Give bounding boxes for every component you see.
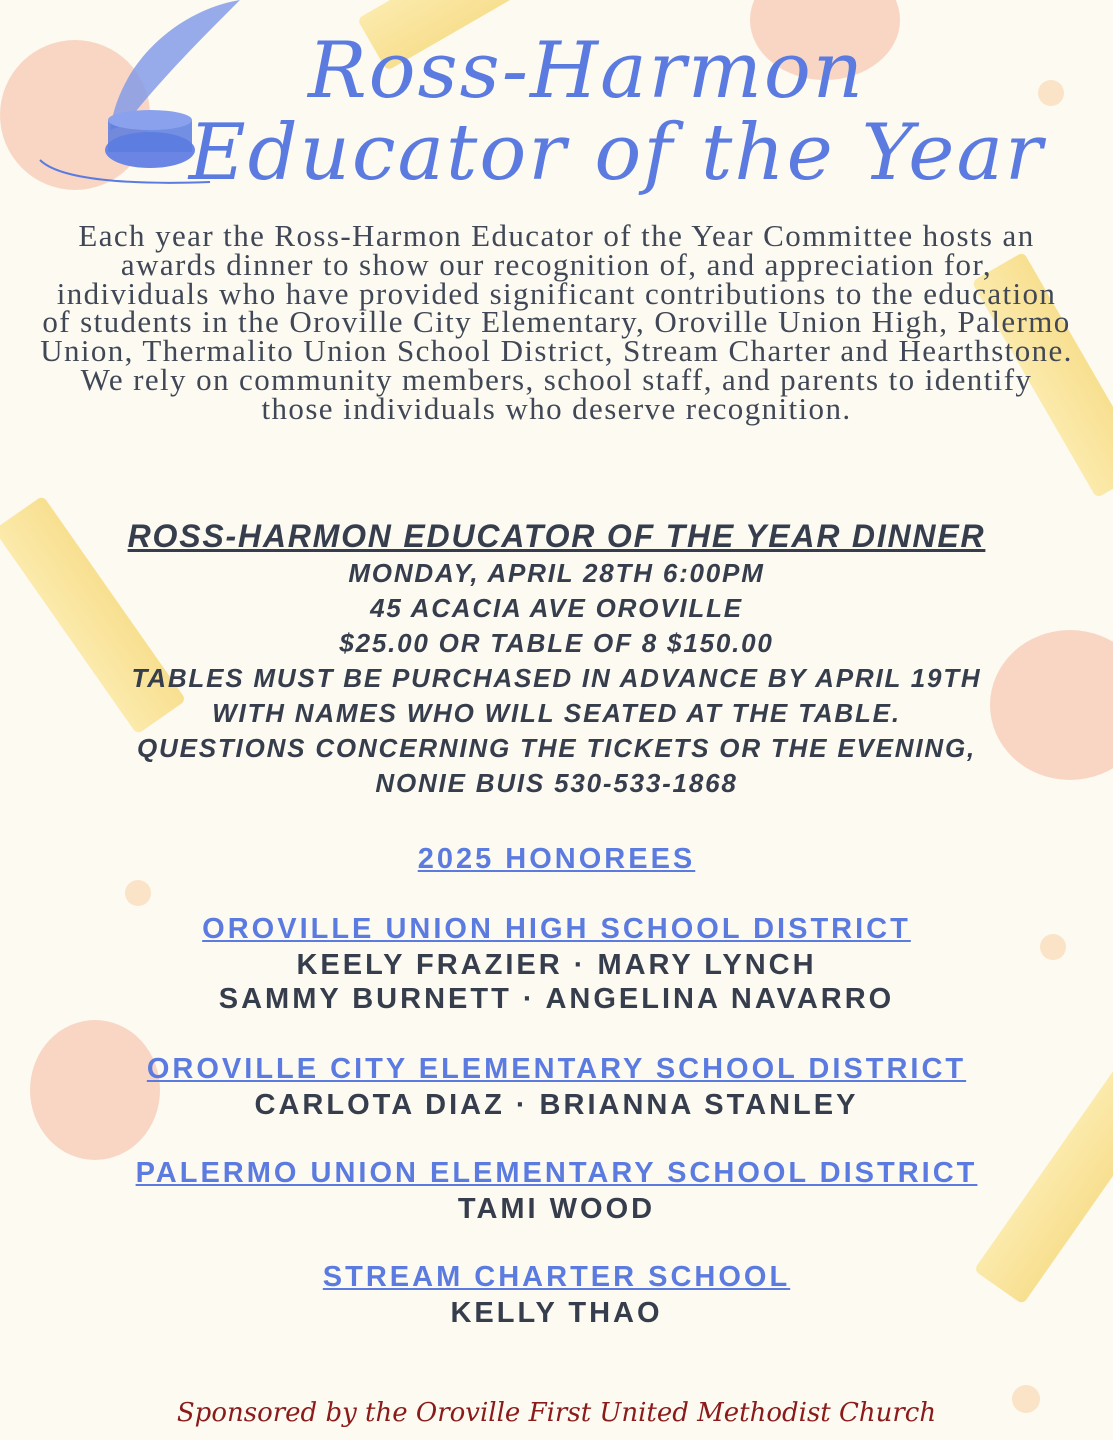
honorees-heading: 2025 HONOREES [417,843,696,875]
honoree-names: SAMMY BURNETT · ANGELINA NAVARRO [218,983,895,1015]
dinner-line: WITH NAMES WHO WILL SEATED AT THE TABLE. [212,698,901,728]
dinner-line: NONIE BUIS 530-533-1868 [375,768,738,798]
district-heading: PALERMO UNION ELEMENTARY SCHOOL DISTRICT [135,1157,978,1189]
dinner-heading: ROSS-HARMON EDUCATOR OF THE YEAR DINNER [127,518,986,554]
honoree-names: TAMI WOOD [457,1193,656,1225]
dinner-line: TABLES MUST BE PURCHASED IN ADVANCE BY APRIL 19TH [131,663,982,693]
title-line-1: Ross-Harmon [307,26,866,116]
honoree-names: KELLY THAO [450,1297,663,1329]
district-heading: STREAM CHARTER SCHOOL [322,1261,791,1293]
dinner-line: 45 ACACIA AVE OROVILLE [370,593,743,623]
dinner-line: MONDAY, APRIL 28TH 6:00PM [348,558,765,588]
title-line-2: Educator of the Year [188,108,1045,198]
district-heading: OROVILLE CITY ELEMENTARY SCHOOL DISTRICT [146,1053,967,1085]
dinner-details [0,516,1113,801]
honorees-section [0,840,1113,1330]
sponsor-line: Sponsored by the Oroville First United Methodist Church [176,1398,937,1428]
intro-paragraph: Each year the Ross-Harmon Educator of the Year Committee hosts an awards dinner to show our recognition of, and appreciation for, individuals who have provided significant contributions to the education of students in the Oroville City Elementary, Oroville Union High, Palermo Union, Thermalito Union School District, Stream Charter and Hearthstone. We rely on community members, school staff, and parents to identify those individuals who deserve recognition. [40,218,1073,426]
dinner-line: QUESTIONS CONCERNING THE TICKETS OR THE EVENING, [136,733,976,763]
honoree-names: KEELY FRAZIER · MARY LYNCH [296,949,817,981]
district-heading: OROVILLE UNION HIGH SCHOOL DISTRICT [202,913,911,945]
page-title [0,26,1113,198]
dinner-line: $25.00 OR TABLE OF 8 $150.00 [339,628,774,658]
honoree-names: CARLOTA DIAZ · BRIANNA STANLEY [254,1089,859,1121]
